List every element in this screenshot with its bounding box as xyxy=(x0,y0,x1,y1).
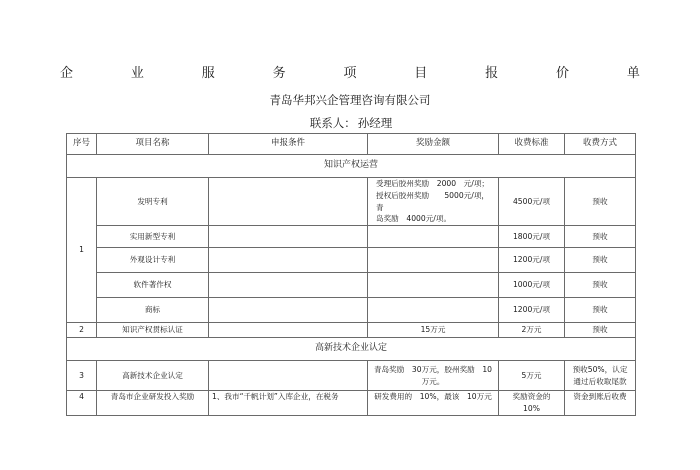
item-name: 商标 xyxy=(97,298,209,323)
condition-cell xyxy=(209,361,368,391)
header-cell: 收费标准 xyxy=(499,134,565,155)
title-char: 单 xyxy=(626,66,640,81)
title-char: 价 xyxy=(556,66,570,81)
section-title: 高新技术企业认定 xyxy=(67,338,636,361)
title-char: 业 xyxy=(130,66,144,81)
section-title: 知识产权运营 xyxy=(67,155,636,178)
company-name: 青岛华邦兴企管理咨询有限公司 xyxy=(269,93,431,107)
reward-cell xyxy=(368,248,499,273)
title-char: 服 xyxy=(201,66,215,81)
fee-cell: 2万元 xyxy=(499,323,565,338)
method-cell: 预收 xyxy=(565,248,636,273)
method-cell: 预收 xyxy=(565,298,636,323)
reward-line: 万元。 xyxy=(421,376,445,386)
title-char: 报 xyxy=(485,66,499,81)
table-row xyxy=(67,248,636,273)
row-number: 1 xyxy=(67,178,97,323)
fee-cell: 1800元/项 xyxy=(499,226,565,248)
contact-name: 孙经理 xyxy=(357,116,393,130)
table-row xyxy=(67,391,636,416)
table-row xyxy=(67,323,636,338)
row-number: 2 xyxy=(67,323,97,338)
contact-line xyxy=(0,115,700,131)
header-cell: 申报条件 xyxy=(209,134,368,155)
item-name: 高新技术企业认定 xyxy=(97,361,209,391)
reward-cell xyxy=(368,226,499,248)
fee-cell: 奖励资金的 10% xyxy=(499,391,565,416)
method-line: 预收50%，认定 xyxy=(572,364,628,374)
reward-cell xyxy=(368,178,499,226)
reward-cell: 15万元 xyxy=(368,323,499,338)
header-cell: 序号 xyxy=(67,134,97,155)
method-cell: 预收 xyxy=(565,273,636,298)
title-char: 企 xyxy=(60,66,74,81)
reward-cell xyxy=(368,298,499,323)
row-number: 4 xyxy=(67,391,97,416)
document-title xyxy=(60,62,640,81)
fee-cell: 1200元/项 xyxy=(499,298,565,323)
method-cell xyxy=(565,361,636,391)
condition-cell xyxy=(209,323,368,338)
reward-line: 岛奖励 4000元/项。 xyxy=(376,214,452,224)
title-char: 项 xyxy=(343,66,357,81)
condition-cell xyxy=(209,298,368,323)
condition-cell: 1、我市“千帆计划”入库企业，在税务 xyxy=(209,391,368,416)
item-name: 实用新型专利 xyxy=(97,226,209,248)
item-name: 青岛市企业研发投入奖励 xyxy=(97,391,209,416)
section-row xyxy=(67,338,636,361)
title-char: 务 xyxy=(272,66,286,81)
table-row xyxy=(67,361,636,391)
method-cell: 预收 xyxy=(565,323,636,338)
header-cell: 项目名称 xyxy=(97,134,209,155)
table-row xyxy=(67,226,636,248)
table-row xyxy=(67,178,636,226)
item-name: 发明专利 xyxy=(97,178,209,226)
row-number: 3 xyxy=(67,361,97,391)
reward-line: 授权后胶州奖励 5000元/项，青 xyxy=(376,190,490,212)
method-cell: 资金到账后收费 xyxy=(565,391,636,416)
reward-cell xyxy=(368,273,499,298)
section-row xyxy=(67,155,636,178)
header-cell: 收费方式 xyxy=(565,134,636,155)
method-cell: 预收 xyxy=(565,178,636,226)
fee-cell: 1200元/项 xyxy=(499,248,565,273)
condition-cell xyxy=(209,226,368,248)
table-row xyxy=(67,273,636,298)
condition-cell xyxy=(209,248,368,273)
item-name: 知识产权贯标认证 xyxy=(97,323,209,338)
fee-cell: 5万元 xyxy=(499,361,565,391)
fee-cell: 1000元/项 xyxy=(499,273,565,298)
table-header-row xyxy=(67,134,636,155)
condition-cell xyxy=(209,178,368,226)
header-cell: 奖励金额 xyxy=(368,134,499,155)
title-char: 目 xyxy=(414,66,428,81)
reward-cell xyxy=(368,361,499,391)
item-name: 软件著作权 xyxy=(97,273,209,298)
reward-line: 青岛奖励 30万元，胶州奖励 10 xyxy=(373,364,493,374)
fee-cell: 4500元/项 xyxy=(499,178,565,226)
reward-line: 受理后胶州奖励 2000 元/项； xyxy=(376,179,490,188)
method-line: 通过后收取尾款 xyxy=(573,376,627,386)
quote-table xyxy=(66,133,636,416)
item-name: 外观设计专利 xyxy=(97,248,209,273)
table-row xyxy=(67,298,636,323)
condition-cell xyxy=(209,273,368,298)
method-cell: 预收 xyxy=(565,226,636,248)
reward-cell: 研发费用的 10%，最该 10万元 xyxy=(368,391,499,416)
contact-label: 联系人： xyxy=(309,116,356,130)
